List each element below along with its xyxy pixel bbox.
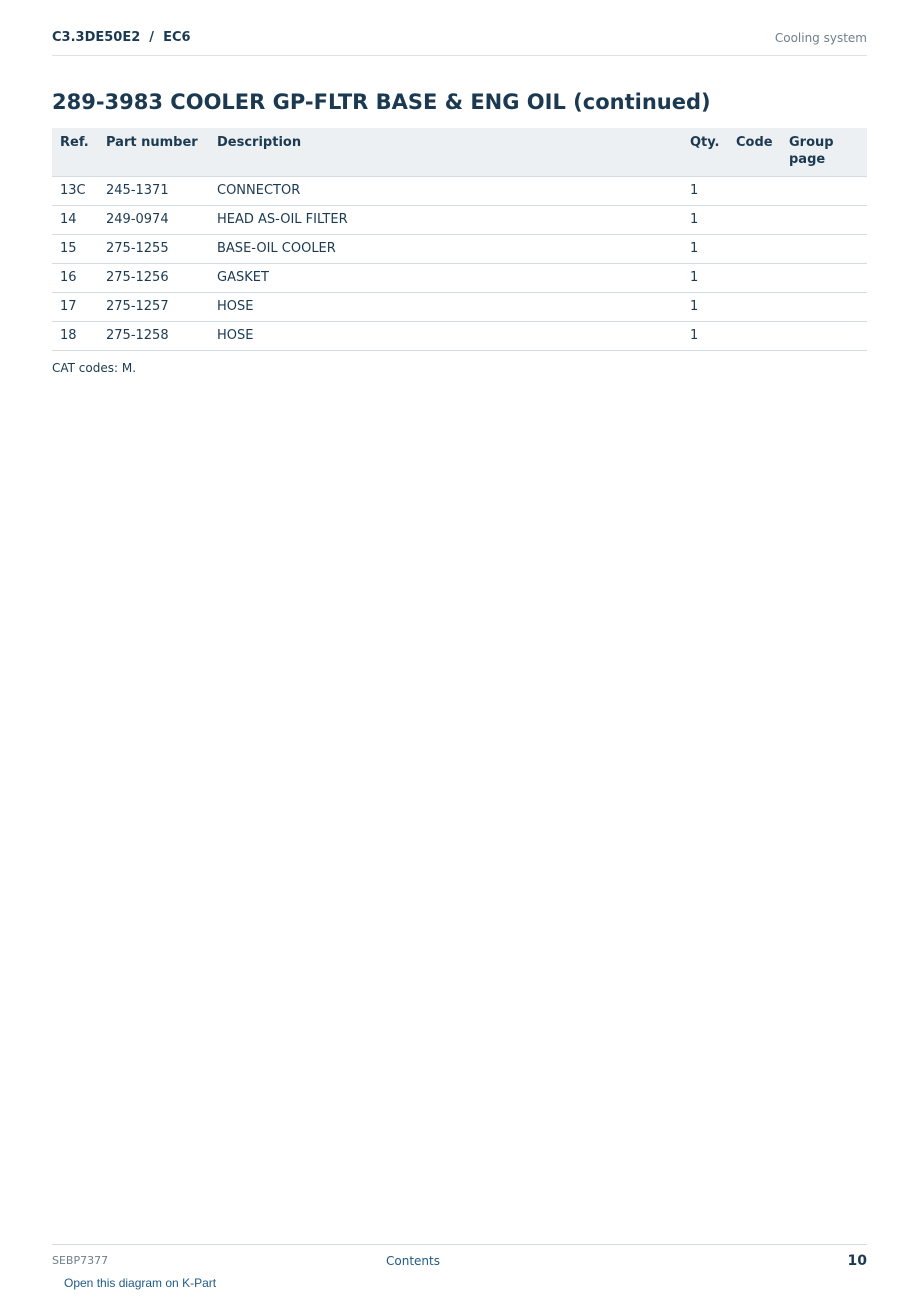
table-row (52, 235, 867, 264)
cell-part-number: 249-0974 (98, 206, 209, 235)
cell-ref: 17 (52, 293, 98, 322)
cell-code (728, 177, 781, 206)
cell-code (728, 293, 781, 322)
cell-ref: 16 (52, 264, 98, 293)
contents-link[interactable]: Contents (386, 1254, 440, 1268)
cell-qty: 1 (682, 206, 728, 235)
cell-group-page (781, 264, 867, 293)
table-row (52, 293, 867, 322)
cell-code (728, 235, 781, 264)
parts-table (52, 128, 867, 351)
open-diagram-kpart-link[interactable]: Open this diagram on K-Part (64, 1276, 217, 1290)
cell-part-number: 275-1255 (98, 235, 209, 264)
cell-qty: 1 (682, 322, 728, 351)
table-row (52, 322, 867, 351)
document-number: SEBP7377 (52, 1254, 109, 1267)
cell-code (728, 206, 781, 235)
cell-ref: 14 (52, 206, 98, 235)
cell-group-page (781, 293, 867, 322)
column-header-code: Code (728, 128, 781, 177)
column-header-description: Description (209, 128, 682, 177)
group-title-main: 289-3983 COOLER GP-FLTR BASE & ENG OIL (52, 90, 566, 114)
column-header-part-number: Part number (98, 128, 209, 177)
table-row (52, 206, 867, 235)
cell-group-page (781, 177, 867, 206)
cell-group-page (781, 235, 867, 264)
cell-description: GASKET (209, 264, 682, 293)
page-number: 10 (847, 1253, 867, 1269)
cell-part-number: 275-1257 (98, 293, 209, 322)
cell-code (728, 322, 781, 351)
cell-ref: 15 (52, 235, 98, 264)
cell-qty: 1 (682, 293, 728, 322)
cell-qty: 1 (682, 177, 728, 206)
cell-description: CONNECTOR (209, 177, 682, 206)
table-row (52, 264, 867, 293)
cell-part-number: 275-1258 (98, 322, 209, 351)
cell-part-number: 245-1371 (98, 177, 209, 206)
cell-qty: 1 (682, 235, 728, 264)
cell-description: HOSE (209, 293, 682, 322)
cell-description: HOSE (209, 322, 682, 351)
cell-qty: 1 (682, 264, 728, 293)
section-name: Cooling system (774, 31, 867, 45)
page-header (52, 28, 867, 56)
cat-codes-note: CAT codes: M. (52, 361, 137, 375)
group-title (52, 90, 711, 114)
column-header-qty: Qty. (682, 128, 728, 177)
cell-description: BASE-OIL COOLER (209, 235, 682, 264)
page-footer (52, 1244, 867, 1274)
table-header-row (52, 128, 867, 177)
column-header-ref: Ref. (52, 128, 98, 177)
cell-ref: 18 (52, 322, 98, 351)
column-header-group-page: Group page (781, 128, 867, 177)
cell-ref: 13C (52, 177, 98, 206)
model-code: C3.3DE50E2 / EC6 (52, 30, 191, 45)
table-row (52, 177, 867, 206)
cell-group-page (781, 206, 867, 235)
cell-group-page (781, 322, 867, 351)
cell-code (728, 264, 781, 293)
cell-description: HEAD AS-OIL FILTER (209, 206, 682, 235)
cell-part-number: 275-1256 (98, 264, 209, 293)
group-title-suffix: (continued) (565, 90, 711, 114)
